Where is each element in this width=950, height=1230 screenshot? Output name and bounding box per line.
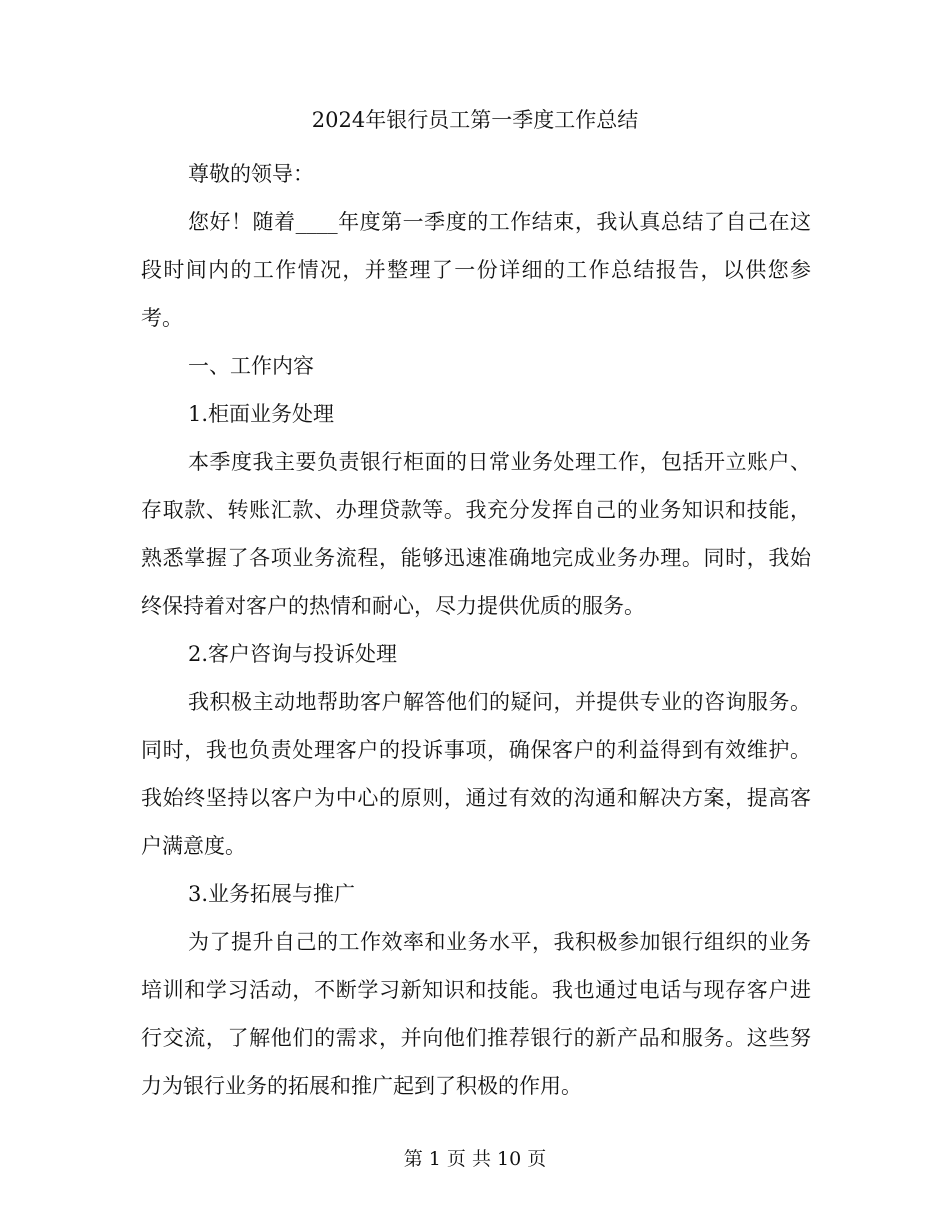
salutation: 尊敬的领导：	[188, 162, 314, 186]
intro-paragraph: 您好！随着____年度第一季度的工作结束，我认真总结了自己在这段时间内的工作情况，并整理了一份详细的工作总结报告，以供您参考。	[141, 210, 811, 330]
subheading-counter-business: 1.柜面业务处理	[188, 402, 335, 426]
consultation-paragraph: 我积极主动地帮助客户解答他们的疑问，并提供专业的咨询服务。同时，我也负责处理客户的投诉事项，确保客户的利益得到有效维护。我始终坚持以客户为中心的原则，通过有效的沟通和解决方案，提高客户满意度。	[141, 690, 811, 858]
business-expansion-paragraph: 为了提升自己的工作效率和业务水平，我积极参加银行组织的业务培训和学习活动，不断学习新知识和技能。我也通过电话与现存客户进行交流，了解他们的需求，并向他们推荐银行的新产品和服务。这些努力为银行业务的拓展和推广起到了积极的作用。	[141, 930, 811, 1098]
document-body	[141, 150, 811, 1110]
subheading-consultation-complaints: 2.客户咨询与投诉处理	[188, 642, 398, 666]
counter-business-paragraph: 本季度我主要负责银行柜面的日常业务处理工作，包括开立账户、存取款、转账汇款、办理贷款等。我充分发挥自己的业务知识和技能，熟悉掌握了各项业务流程，能够迅速准确地完成业务办理。同时，我始终保持着对客户的热情和耐心，尽力提供优质的服务。	[141, 450, 811, 618]
document-title: 2024年银行员工第一季度工作总结	[311, 108, 639, 132]
page-footer: 第 1 页 共 10 页	[403, 1148, 547, 1170]
subheading-business-expansion: 3.业务拓展与推广	[188, 882, 356, 906]
section-heading-work-content: 一、工作内容	[188, 354, 314, 378]
